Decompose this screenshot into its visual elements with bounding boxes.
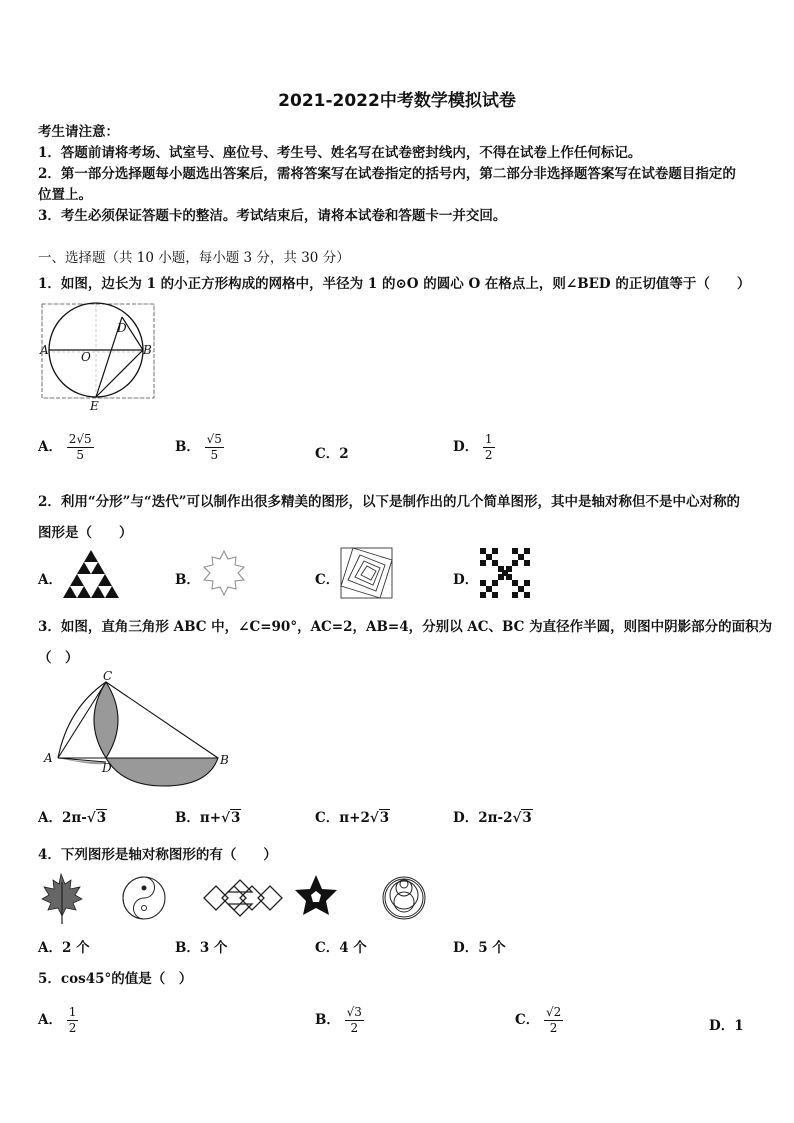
checker-x-pattern-icon [480,548,530,598]
q5-option-c-fraction: $\frac{√2}{2}$ [545,1005,562,1035]
yin-yang-icon [123,877,165,919]
q1-option-a[interactable]: A． $\frac{2√5}{5}$ [38,432,92,462]
q3-label-a: A [44,751,53,765]
pentagon-star-icon [295,875,337,915]
q1-option-b-fraction: $\frac{√5}{5}$ [206,432,222,462]
section-heading: 一、选择题（共 10 小题，每小题 3 分，共 30 分） [38,250,350,266]
q1-label-d: D [117,321,127,335]
q2-option-d[interactable]: D． [453,572,479,588]
notice-item-1: 1．答题前请将考场、试室号、座位号、考生号、姓名写在试卷密封线内，不得在试卷上作任何标记。 [38,145,642,161]
chinese-knot-icon [204,880,282,916]
q1-option-b[interactable]: B． $\frac{√5}{5}$ [175,432,222,462]
notice-item-3: 3．考生必须保证答题卡的整洁。考试结束后，请将本试卷和答题卡一并交回。 [38,208,507,224]
q2-text-line1: 2．利用“分形”与“迭代”可以制作出很多精美的图形，以下是制作出的几个简单图形，其中是轴对称但不是中心对称的 [38,494,740,510]
notice-heading: 考生请注意： [38,124,119,140]
nested-rotated-squares-icon [340,547,394,599]
q3-text-line2: （ ） [38,650,79,666]
q2-option-c[interactable]: C． [315,572,340,588]
maple-leaf-icon [42,874,82,924]
notice-item-2: 2．第一部分选择题每小题选出答案后，需将答案写在试卷指定的括号内，第二部分非选择题答案写在试卷题目指定的 [38,166,736,182]
q2-option-a[interactable]: A． [38,572,62,588]
q5-option-c[interactable]: C． $\frac{√2}{2}$ [515,1005,562,1035]
q1-text: 1．如图，边长为 1 的小正方形构成的网格中，半径为 1 的⊙O 的圆心 O 在格点上，则∠BED 的正切值等于（ ） [38,276,751,292]
q3-text-line1: 3．如图，直角三角形 ABC 中，∠C=90°，AC=2，AB=4，分别以 AC、BC 为直径作半圆，则图中阴影部分的面积为 [38,619,773,635]
q5-option-b-fraction: $\frac{√3}{2}$ [346,1005,362,1035]
q4-text: 4．下列图形是轴对称图形的有（ ） [38,847,277,863]
q1-label-a: A [40,343,49,357]
q4-option-b[interactable]: B．3 个 [175,940,228,956]
q1-option-c[interactable]: C．2 [315,446,349,462]
q4-option-a[interactable]: A．2 个 [38,940,90,956]
q3-label-b: B [220,753,229,767]
q1-option-d[interactable]: D． $\frac{1}{2}$ [453,432,493,462]
q3-label-c: C [103,669,113,683]
q1-label-e: E [90,399,99,413]
q5-option-d[interactable]: D．1 [709,1018,744,1034]
q4-figures [38,870,428,928]
q3-option-d[interactable]: D．2π-2√3 [453,810,532,826]
page-title: 2021-2022中考数学模拟试卷 [278,91,516,111]
q5-text: 5．cos45°的值是（ ） [38,971,193,987]
q1-label-b: B [143,343,152,357]
nested-circles-icon [383,877,425,919]
koch-snowflake-icon [200,549,248,597]
q2-text-line2: 图形是（ ） [38,525,133,541]
sierpinski-triangle-icon [62,548,120,598]
q4-option-c[interactable]: C．4 个 [315,940,367,956]
q3-option-b[interactable]: B．π+√3 [175,810,241,826]
q3-option-c[interactable]: C．π+2√3 [315,810,390,826]
q1-label-o: O [81,350,91,364]
q3-option-a[interactable]: A．2π-√3 [38,810,107,826]
q5-option-a-fraction: $\frac{1}{2}$ [68,1005,77,1035]
q4-option-d[interactable]: D．5 个 [453,940,506,956]
q3-label-d: D [102,761,112,775]
q1-option-d-fraction: $\frac{1}{2}$ [484,432,493,462]
notice-item-2-cont: 位置上。 [38,187,92,203]
q1-option-a-fraction: $\frac{2√5}{5}$ [68,432,92,462]
q2-option-b[interactable]: B． [175,572,200,588]
q5-option-a[interactable]: A． $\frac{1}{2}$ [38,1005,77,1035]
q1-figure [38,300,158,412]
q5-option-b[interactable]: B． $\frac{√3}{2}$ [315,1005,362,1035]
q3-figure [38,668,238,792]
